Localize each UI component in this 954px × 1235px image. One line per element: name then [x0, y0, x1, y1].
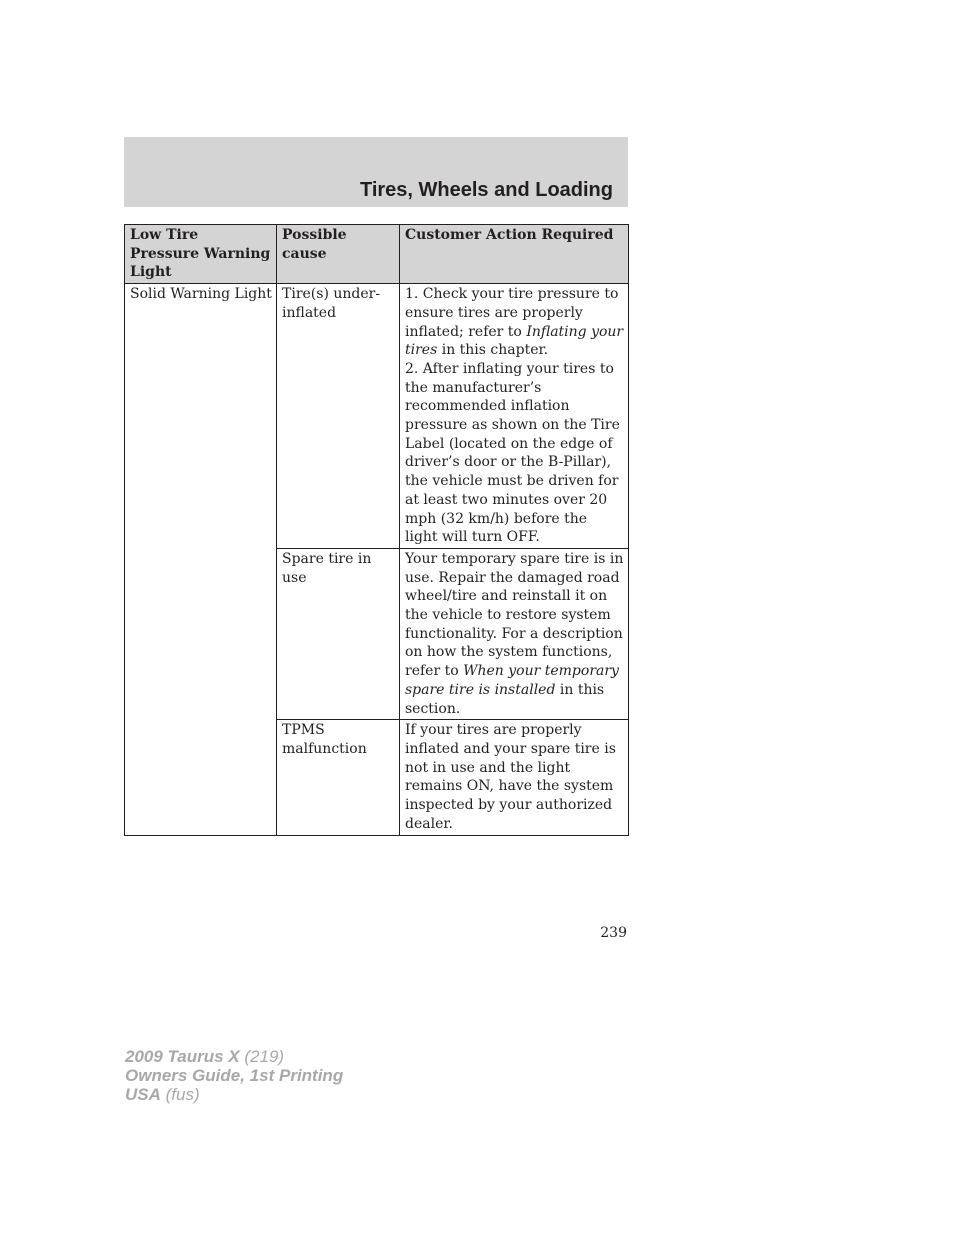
customer-action-cell: If your tires are properly inflated and your spare tire is not in use and the light remains ON, have the system inspected by your authorized dealer. [400, 720, 629, 835]
table-row [125, 284, 629, 549]
footer-guide-line: Owners Guide, 1st Printing [125, 1066, 344, 1085]
action-step-2: 2. After inflating your tires to the manufacturer’s recommended inflation pressure as shown on the Tire Label (located on the edge of driver’s door or the B-Pillar), the vehicle must be driven for at least two minutes over 20 mph (32 km/h) before the light will turn OFF. [405, 360, 620, 546]
customer-action-cell: Your temporary spare tire is in use. Repair the damaged road wheel/tire and reinstall it on the vehicle to restore system functionality. For a description on how the system functions, refer to When your temporary spare tire is installed in this section. [400, 548, 629, 719]
print-footer [125, 1047, 343, 1104]
action-step-1: 1. Check your tire pressure to ensure tires are properly inflated; refer to Inflating your tires in this chapter. [405, 286, 624, 359]
customer-action-cell [400, 284, 629, 549]
possible-cause-cell: Tire(s) under-inflated [277, 284, 400, 549]
footer-market-line: USA (fus) [125, 1085, 200, 1104]
warning-light-state-cell: Solid Warning Light [125, 284, 277, 835]
column-header-customer-action: Customer Action Required [400, 225, 629, 284]
page-number: 239 [600, 925, 627, 941]
column-header-warning-light: Low Tire Pressure Warning Light [125, 225, 277, 284]
tpms-warning-table [124, 224, 629, 836]
table-header-row [125, 225, 629, 284]
footer-model-line: 2009 Taurus X (219) [125, 1047, 285, 1066]
possible-cause-cell: TPMS malfunction [277, 720, 400, 835]
cross-reference-spare-tire: When your temporary spare tire is installed [405, 663, 619, 698]
section-header-band [124, 137, 628, 207]
possible-cause-cell: Spare tire in use [277, 548, 400, 719]
section-title: Tires, Wheels and Loading [359, 179, 613, 201]
column-header-possible-cause: Possible cause [277, 225, 400, 284]
cross-reference-inflating-tires: Inflating your tires [405, 323, 624, 359]
